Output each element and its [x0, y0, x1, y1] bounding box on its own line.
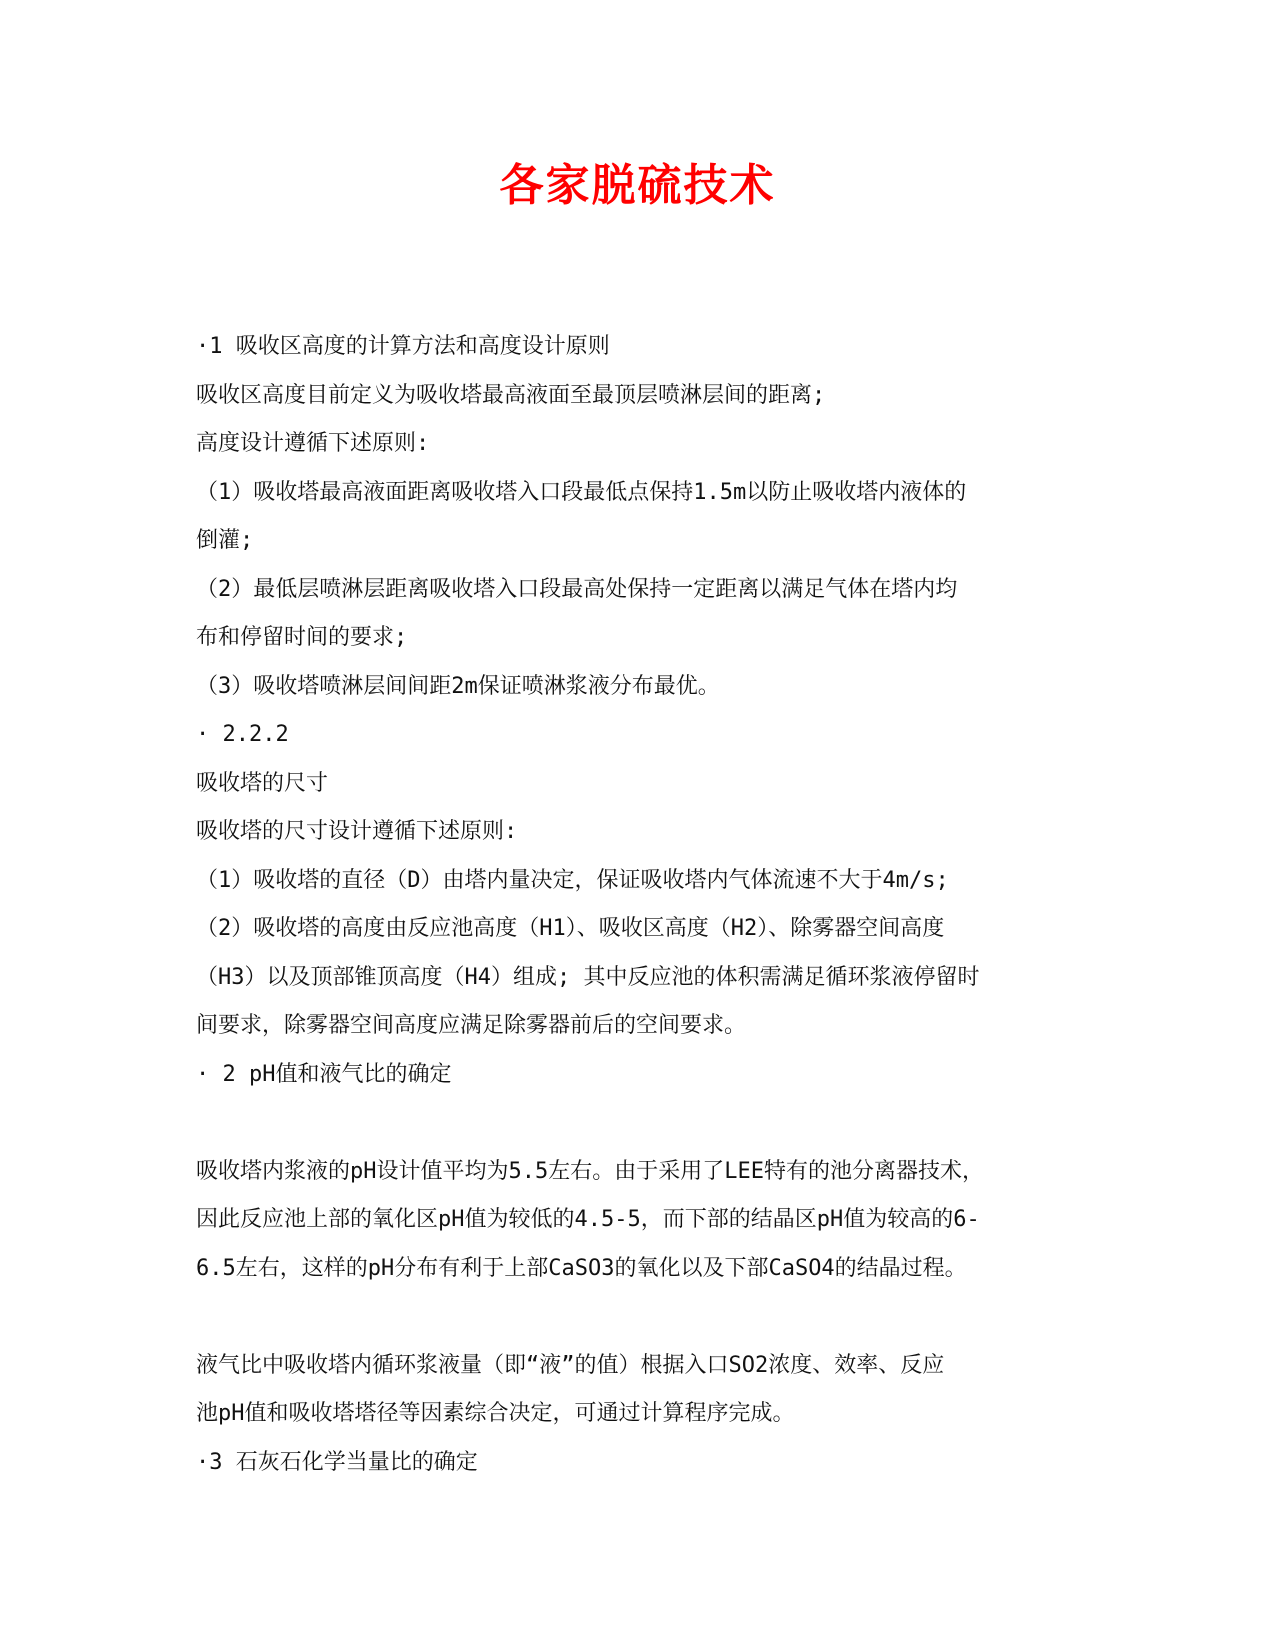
paragraph-line: 因此反应池上部的氧化区pH值为较低的4.5-5，而下部的结晶区pH值为较高的6-: [196, 1207, 980, 1232]
list-item-line: 倒灌;: [196, 528, 254, 553]
section-heading-tower-size: 吸收塔的尺寸: [196, 770, 329, 796]
document-body: [196, 323, 1076, 1487]
paragraph-line: 吸收塔内浆液的pH设计值平均为5.5左右。由于采用了LEE特有的池分离器技术，: [196, 1158, 984, 1184]
paragraph-line: 吸收塔的尺寸设计遵循下述原则:: [196, 819, 518, 844]
section-number: · 2.2.2: [196, 722, 289, 747]
blank-line: [196, 1099, 1076, 1148]
list-item-line: 间要求，除雾器空间高度应满足除雾器前后的空间要求。: [196, 1013, 747, 1038]
paragraph-line: 池pH值和吸收塔塔径等因素综合决定，可通过计算程序完成。: [196, 1401, 795, 1426]
list-item-line: （H3）以及顶部锥顶高度（H4）组成; 其中反应池的体积需满足循环浆液停留时: [196, 964, 980, 990]
list-item-line: （2）最低层喷淋层距离吸收塔入口段最高处保持一定距离以满足气体在塔内均: [196, 576, 958, 602]
paragraph-line: 6.5左右，这样的pH分布有利于上部CaSO3的氧化以及下部CaSO4的结晶过程。: [196, 1255, 967, 1281]
list-item-line: （1）吸收塔最高液面距离吸收塔入口段最低点保持1.5m以防止吸收塔内液体的: [196, 479, 967, 505]
blank-line: [196, 1293, 1076, 1342]
paragraph-line: 液气比中吸收塔内循环浆液量（即“液”的值）根据入口SO2浓度、效率、反应: [196, 1352, 945, 1378]
section-heading-absorption-height: ·1 吸收区高度的计算方法和高度设计原则: [196, 334, 610, 359]
list-item-line: （2）吸收塔的高度由反应池高度（H1）、吸收区高度（H2）、除雾器空间高度: [196, 916, 945, 941]
paragraph-line: 吸收区高度目前定义为吸收塔最高液面至最顶层喷淋层间的距离;: [196, 382, 826, 408]
list-item-line: （1）吸收塔的直径（D）由塔内量决定，保证吸收塔内气体流速不大于4m/s;: [196, 867, 949, 893]
paragraph-line: 高度设计遵循下述原则:: [196, 431, 430, 456]
section-heading-limestone-ratio: ·3 石灰石化学当量比的确定: [196, 1449, 478, 1475]
document-title: 各家脱硫技术: [499, 160, 776, 211]
list-item-line: 布和停留时间的要求;: [196, 625, 408, 650]
section-heading-ph-ratio: · 2 pH值和液气比的确定: [196, 1061, 452, 1087]
list-item-line: （3）吸收塔喷淋层间间距2m保证喷淋浆液分布最优。: [196, 673, 720, 699]
